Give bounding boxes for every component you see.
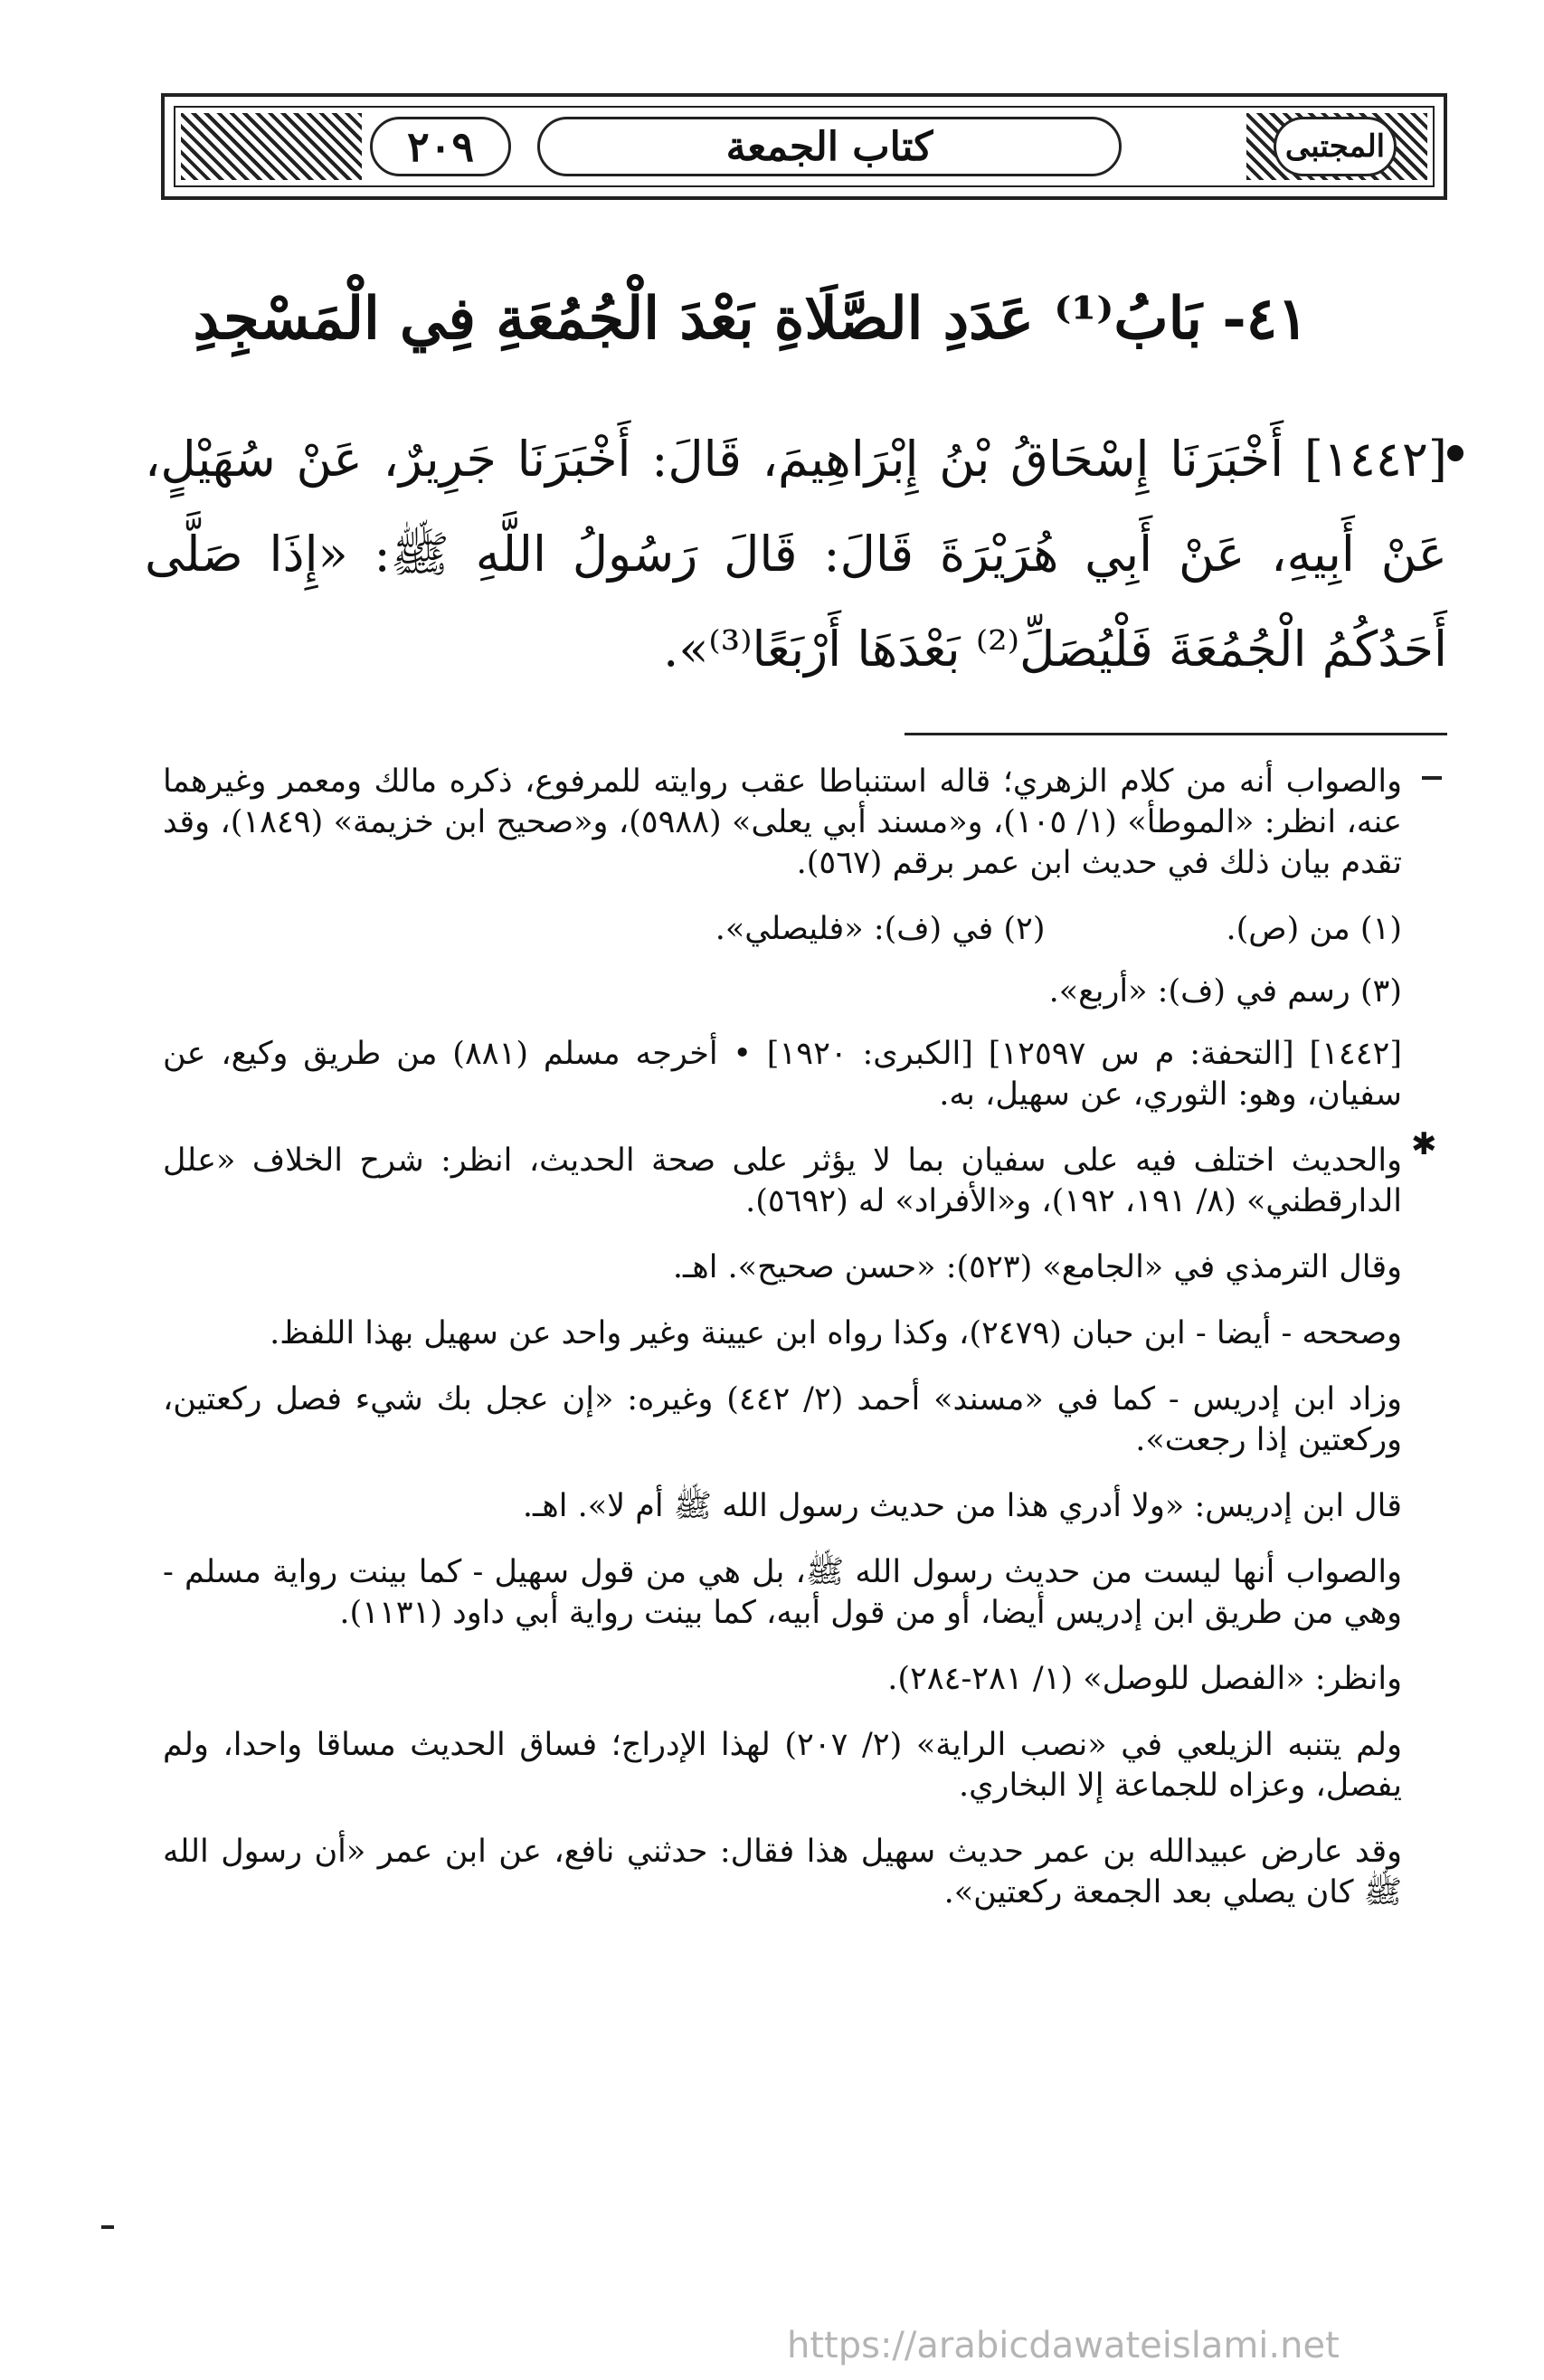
page-number: ٢٠٩: [370, 117, 511, 176]
takhrij-paragraph: وزاد ابن إدريس - كما في «مسند» أحمد (٢/ ٤٤٢) وغيره: «إن عجل بك شيء فصل ركعتين، وركعتين إذا رجعت».: [163, 1381, 1402, 1458]
hadith-text: [١٤٤٢] أَخْبَرَنَا إِسْحَاقُ بْنُ إِبْرَاهِيمَ، قَالَ: أَخْبَرَنَا جَرِيرٌ، عَنْ سُهَيْلٍ، عَنْ أَبِيهِ، عَنْ أَبِي هُرَيْرَةَ قَالَ: قَالَ رَسُولُ اللَّهِ ﷺ: «إِذَا صَلَّى أَحَدُكُمُ الْجُمُعَةَ فَلْيُصَلِّ⁽²⁾ بَعْدَهَا أَرْبَعًا⁽³⁾».: [145, 431, 1447, 678]
page-header-frame: [161, 93, 1447, 200]
takhrij-paragraph: وانظر: «الفصل للوصل» (١/ ٢٨١-٢٨٤).: [887, 1661, 1402, 1697]
footnote-2: (٢) في (ف): «فليصلي».: [715, 911, 1046, 947]
takhrij-paragraph: والحديث اختلف فيه على سفيان بما لا يؤثر على صحة الحديث، انظر: شرح الخلاف «علل الدارقطني» (٨/ ١٩١، ١٩٢)، و«الأفراد» له (٥٦٩٢).: [163, 1143, 1402, 1219]
footnote-1: (١) من (ص).: [1226, 911, 1402, 947]
book-title: كتاب الجمعة: [537, 117, 1122, 176]
takhrij-paragraph: وقال الترمذي في «الجامع» (٥٢٣): «حسن صحيح». اهـ.: [672, 1249, 1402, 1285]
header-inner-border: [174, 106, 1435, 187]
takhrij-paragraph: قال ابن إدريس: «ولا أدري هذا من حديث رسول الله ﷺ أم لا». اهـ.: [522, 1488, 1402, 1524]
footnotes-section: [163, 762, 1402, 1939]
margin-mark: [101, 2225, 114, 2229]
book-logo: المجتبى: [1274, 117, 1397, 176]
footnote-row: [163, 909, 1402, 950]
continuation-dash-icon: [1422, 776, 1442, 780]
footnote-3: (٣) رسم في (ف): «أربع».: [1048, 973, 1402, 1010]
takhrij-paragraph: وقد عارض عبيدالله بن عمر حديث سهيل هذا فقال: حدثني نافع، عن ابن عمر «أن رسول الله ﷺ كان يصلي بعد الجمعة ركعتين».: [163, 1834, 1402, 1911]
takhrij-paragraph: [١٤٤٢] [التحفة: م س ١٢٥٩٧] [الكبرى: ١٩٢٠] • أخرجه مسلم (٨٨١) من طريق وكيع، عن سفيان، وهو: الثوري، عن سهيل، به.: [163, 1036, 1402, 1113]
takhrij-paragraph: وصححه - أيضا - ابن حبان (٢٤٧٩)، وكذا رواه ابن عيينة وغير واحد عن سهيل بهذا اللفظ.: [270, 1315, 1402, 1351]
chapter-heading: ٤١- بَابُ⁽¹⁾ عَدَدِ الصَّلَاةِ بَعْدَ الْجُمُعَةِ فِي الْمَسْجِدِ: [193, 285, 1309, 353]
takhrij-paragraph: والصواب أنها ليست من حديث رسول الله ﷺ، بل هي من قول سهيل - كما بينت رواية مسلم - وهي من طريق ابن إدريس أيضا، أو من قول أبيه، كما بينت رواية أبي داود (١١٣١).: [163, 1554, 1402, 1631]
footnote-continuation: والصواب أنه من كلام الزهري؛ قاله استنباطا عقب روايته للمرفوع، ذكره مالك ومعمر وغيرهما عنه، انظر: «الموطأ» (١/ ١٠٥)، و«مسند أبي يعلى» (٥٩٨٨)، و«صحيح ابن خزيمة» (١٨٤٩)، وقد تقدم بيان ذلك في حديث ابن عمر برقم (٥٦٧).: [163, 763, 1402, 881]
header-ornament-left: [181, 113, 362, 180]
watermark-url: https://arabicdawateislami.net: [787, 2325, 1340, 2366]
takhrij-paragraph: ولم يتنبه الزيلعي في «نصب الراية» (٢/ ٢٠٧) لهذا الإدراج؛ فساق الحديث مساقا واحدا، ولم يفصل، وعزاه للجماعة إلا البخاري.: [163, 1727, 1402, 1804]
takhrij-star-icon: ✱: [1411, 1126, 1437, 1162]
hadith-bullet-icon: [1447, 445, 1463, 461]
footnote-divider: [905, 733, 1447, 735]
